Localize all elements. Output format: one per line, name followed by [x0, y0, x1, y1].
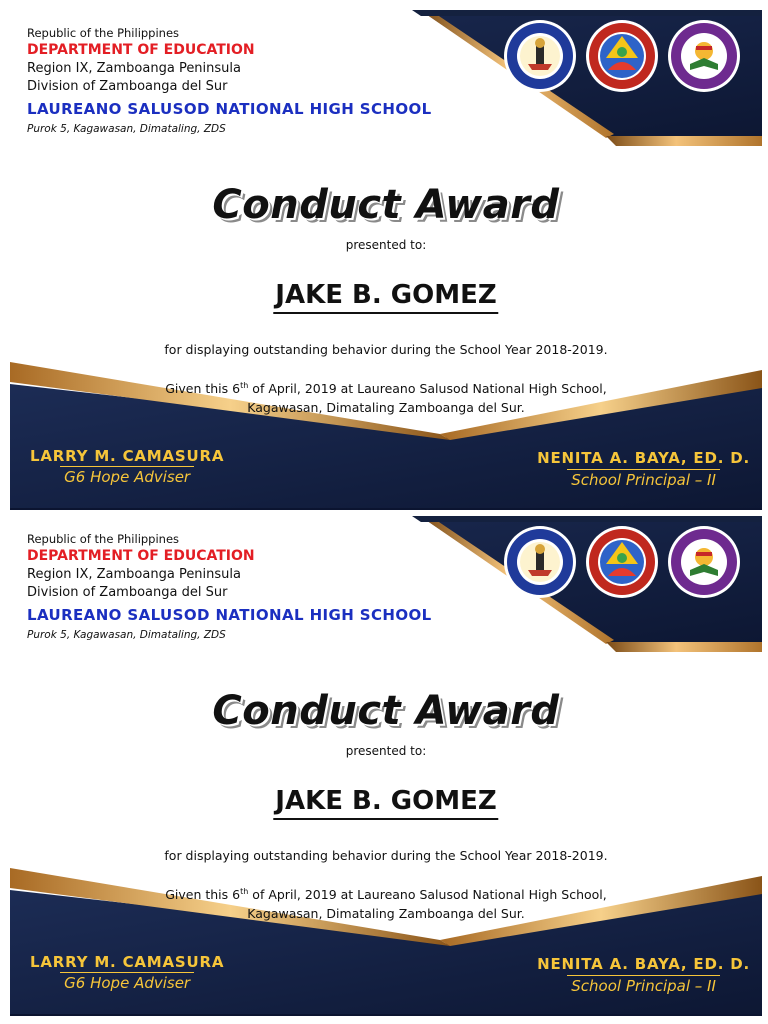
signatory-right — [537, 954, 750, 996]
laureano-salusod-nhs-seal-icon — [666, 18, 742, 94]
school-address: Purok 5, Kagawasan, Dimataling, ZDS — [27, 123, 226, 135]
given-prefix: Given this 6 — [165, 887, 241, 903]
republic-line: Republic of the Philippines — [27, 26, 180, 40]
school-name: LAUREANO SALUSOD NATIONAL HIGH SCHOOL — [27, 606, 432, 624]
region-line: Region IX, Zamboanga Peninsula — [27, 567, 241, 582]
award-reason: for displaying outstanding behavior during the School Year 2018-2019. — [164, 342, 608, 357]
division-zamboanga-del-sur-seal-icon — [584, 524, 660, 600]
region-line: Region IX, Zamboanga Peninsula — [27, 61, 241, 76]
presented-to-label: presented to: — [345, 238, 427, 252]
signatory-right-position: School Principal – II — [567, 469, 720, 490]
given-line1-rest: of April, 2019 at Laureano Salusod National High School, — [248, 381, 607, 397]
seal-group — [482, 518, 752, 608]
school-name: LAUREANO SALUSOD NATIONAL HIGH SCHOOL — [27, 100, 432, 118]
signatory-left-name: LARRY M. CAMASURA — [30, 447, 225, 465]
division-zamboanga-del-sur-seal-icon — [584, 18, 660, 94]
award-title: Conduct Award — [212, 688, 560, 734]
given-line1-rest: of April, 2019 at Laureano Salusod National High School, — [248, 887, 607, 903]
school-address: Purok 5, Kagawasan, Dimataling, ZDS — [27, 629, 226, 641]
signatory-left-position: G6 Hope Adviser — [60, 466, 194, 487]
presented-to-label: presented to: — [345, 744, 427, 758]
division-line: Division of Zamboanga del Sur — [27, 585, 228, 600]
recipient-name: JAKE B. GOMEZ — [273, 786, 498, 820]
kagawaran-ng-edukasyon-seal-icon — [502, 524, 578, 600]
signatory-left-name: LARRY M. CAMASURA — [30, 953, 225, 971]
seal-group — [482, 12, 752, 102]
given-superscript: th — [240, 887, 249, 896]
certificate-header — [27, 26, 457, 136]
department-line: DEPARTMENT OF EDUCATION — [27, 548, 255, 564]
republic-line: Republic of the Philippines — [27, 532, 180, 546]
given-superscript: th — [240, 381, 249, 390]
signatory-left — [30, 952, 224, 993]
signatory-right — [537, 448, 750, 490]
division-line: Division of Zamboanga del Sur — [27, 79, 228, 94]
given-line2: Kagawasan, Dimataling Zamboanga del Sur. — [247, 400, 525, 416]
signatory-left-position: G6 Hope Adviser — [60, 972, 194, 993]
certificate-header — [27, 532, 457, 642]
signatory-right-position: School Principal – II — [567, 975, 720, 996]
certificate-1 — [10, 10, 762, 510]
department-line: DEPARTMENT OF EDUCATION — [27, 42, 255, 58]
signatory-left — [30, 446, 224, 487]
award-title: Conduct Award — [212, 182, 560, 228]
signatory-right-name: NENITA A. BAYA, ED. D. — [537, 955, 750, 973]
given-statement — [10, 376, 762, 417]
given-prefix: Given this 6 — [165, 381, 241, 397]
award-reason: for displaying outstanding behavior during the School Year 2018-2019. — [164, 848, 608, 863]
certificate-2 — [10, 516, 762, 1016]
signatory-right-name: NENITA A. BAYA, ED. D. — [537, 449, 750, 467]
given-line2: Kagawasan, Dimataling Zamboanga del Sur. — [247, 906, 525, 922]
laureano-salusod-nhs-seal-icon — [666, 524, 742, 600]
recipient-name: JAKE B. GOMEZ — [273, 280, 498, 314]
given-statement — [10, 882, 762, 923]
kagawaran-ng-edukasyon-seal-icon — [502, 18, 578, 94]
